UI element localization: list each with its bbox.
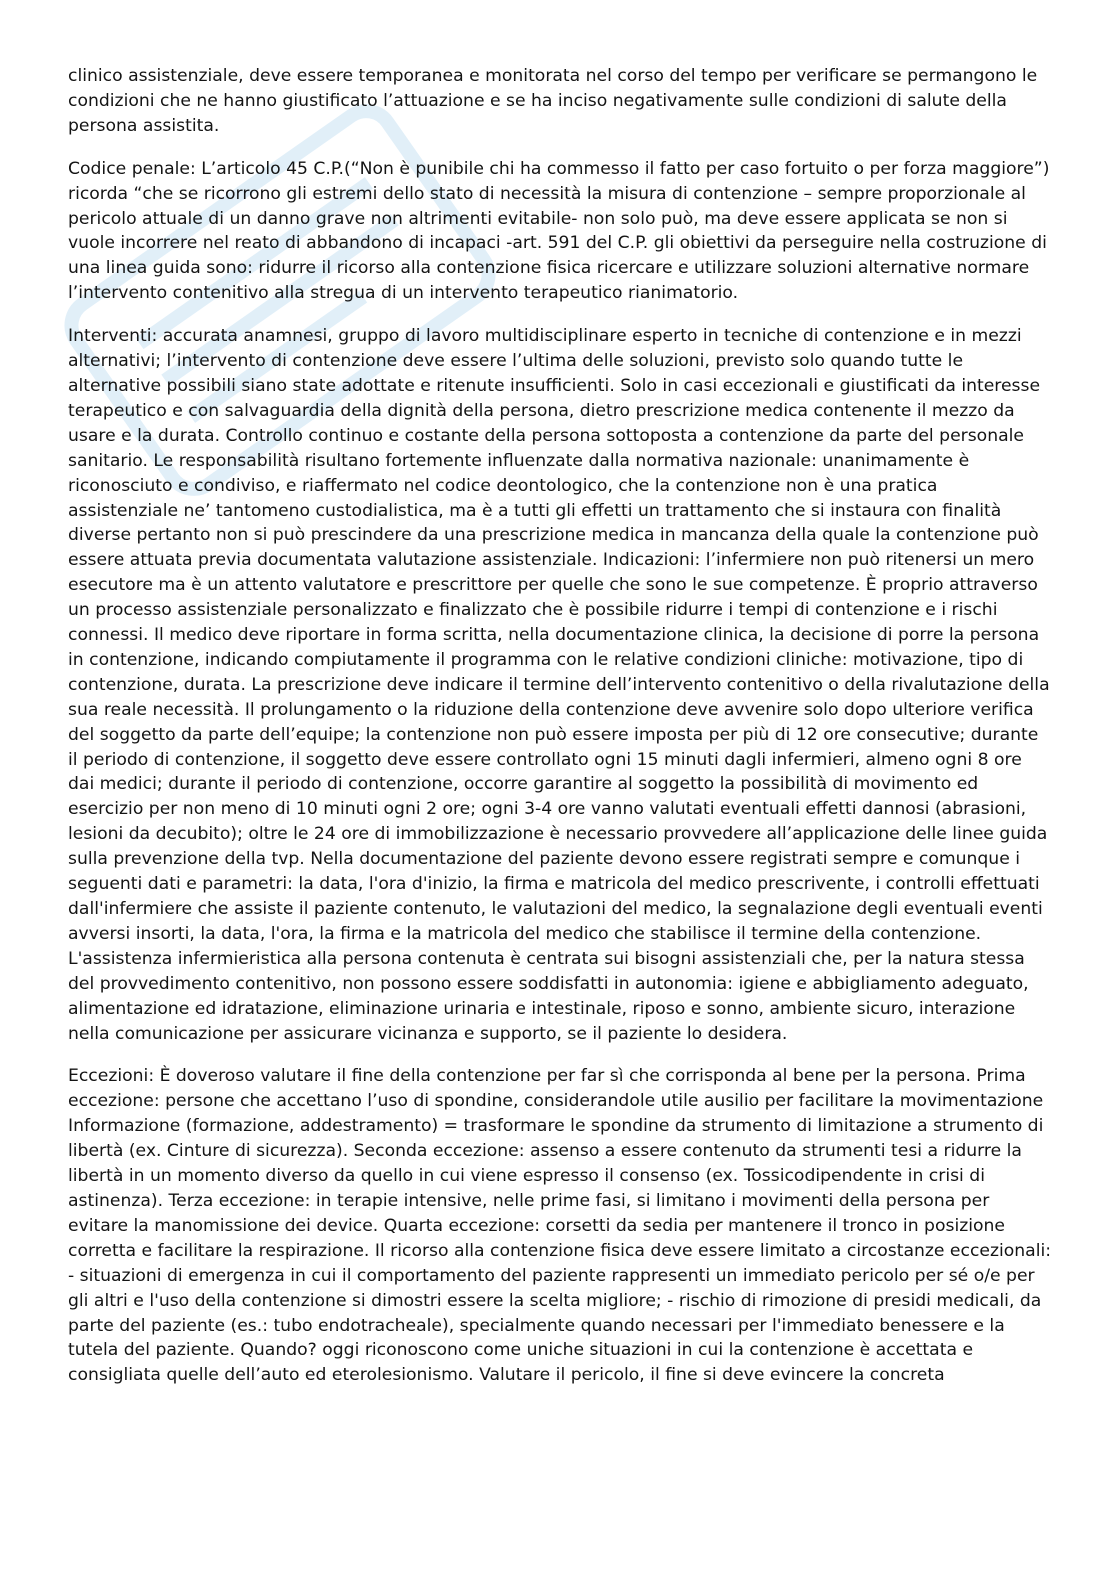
document-body [68,64,1052,1406]
paragraph-intro: clinico assistenziale, deve essere temporanea e monitorata nel corso del tempo per verificare se permangono le condizioni che ne hanno giustificato l’attuazione e se ha inciso negativamente sulle condizioni di salute della persona assistita. [68,66,1038,136]
paragraph-codice-penale: Codice penale: L’articolo 45 C.P.(“Non è punibile chi ha commesso il fatto per caso fortuito o per forza maggiore”) ricorda “che se ricorrono gli estremi dello stato di necessità la misura di contenzione – sempre proporzionale al pericolo attuale di un danno grave non altrimenti evitabile- non solo può, ma deve essere applicata se non si vuole incorrere nel reato di abbandono di incapaci -art. 591 del C.P. gli obiettivi da perseguire nella costruzione di una linea guida sono: ridurre il ricorso alla contenzione fisica ricercare e utilizzare soluzioni alternative normare l’intervento contenitivo alla stregua di un intervento terapeutico rianimatorio. [68,158,1050,304]
paragraph-interventi: Interventi: accurata anamnesi, gruppo di lavoro multidisciplinare esperto in tecniche di contenzione e in mezzi alternativi; l’intervento di contenzione deve essere l’ultima delle soluzioni, previsto solo quando tutte le alternative possibili siano state adottate e ritenute insufficienti. Solo in casi eccezionali e giustificati da interesse terapeutico e con salvaguardia della dignità della persona, dietro prescrizione medica contenente il mezzo da usare e la durata. Controllo continuo e costante della persona sottoposta a contenzione da parte del personale sanitario. Le responsabilità risultano fortemente influenzate dalla normativa nazionale: unanimamente è riconosciuto e condiviso, e riaffermato nel codice deontologico, che la contenzione non è una pratica assistenziale ne’ tantomeno custodialistica, ma è a tutti gli effetti un trattamento che si instaura con finalità diverse pertanto non si può prescindere da una prescrizione medica in mancanza della quale la contenzione può essere attuata previa documentata valutazione assistenziale. Indicazioni: l’infermiere non può ritenersi un mero esecutore ma è un attento valutatore e prescrittore per quelle che sono le sue competenze. È proprio attraverso un processo assistenziale personalizzato e finalizzato che è possibile ridurre i tempi di contenzione e i rischi connessi. Il medico deve riportare in forma scritta, nella documentazione clinica, la decisione di porre la persona in contenzione, indicando compiutamente il programma con le relative condizioni cliniche: motivazione, tipo di contenzione, durata. La prescrizione deve indicare il termine dell’intervento contenitivo o della rivalutazione della sua reale necessità. Il prolungamento o la riduzione della contenzione deve avvenire solo dopo ulteriore verifica del soggetto da parte dell’equipe; la contenzione non può essere imposta per più di 12 ore consecutive; durante il periodo di contenzione, il soggetto deve essere controllato ogni 15 minuti dagli infermieri, almeno ogni 8 ore dai medici; durante il periodo di contenzione, occorre garantire al soggetto la possibilità di movimento ed esercizio per non meno di 10 minuti ogni 2 ore; ogni 3-4 ore vanno valutati eventuali effetti dannosi (abrasioni, lesioni da decubito); oltre le 24 ore di immobilizzazione è necessario provvedere all’applicazione delle linee guida sulla prevenzione della tvp. Nella documentazione del paziente devono essere registrati sempre e comunque i seguenti dati e parametri: la data, l'ora d'inizio, la firma e matricola del medico prescrivente, i controlli effettuati dall'infermiere che assiste il paziente contenuto, le valutazioni del medico, la segnalazione degli eventuali eventi avversi insorti, la data, l'ora, la firma e la matricola del medico che stabilisce il termine della contenzione. L'assistenza infermieristica alla persona contenuta è centrata sui bisogni assistenziali che, per la natura stessa del provvedimento contenitivo, non possono essere soddisfatti in autonomia: igiene e abbigliamento adeguato, alimentazione ed idratazione, eliminazione urinaria e intestinale, riposo e sonno, ambiente sicuro, interazione nella comunicazione per assicurare vicinanza e supporto, se il paziente lo desidera. [68,326,1050,1044]
paragraph-eccezioni: Eccezioni: È doveroso valutare il fine della contenzione per far sì che corrisponda al bene per la persona. Prima eccezione: persone che accettano l’uso di spondine, considerandole utile ausilio per facilitare la movimentazione Informazione (formazione, addestramento) = trasformare le spondine da strumento di limitazione a strumento di libertà (ex. Cinture di sicurezza). Seconda eccezione: assenso a essere contenuto da strumenti tesi a ridurre la libertà in un momento diverso da quello in cui viene espresso il consenso (ex. Tossicodipendente in crisi di astinenza). Terza eccezione: in terapie intensive, nelle prime fasi, si limitano i movimenti della persona per evitare la manomissione dei device. Quarta eccezione: corsetti da sedia per mantenere il tronco in posizione corretta e facilitare la respirazione. Il ricorso alla contenzione fisica deve essere limitato a circostanze eccezionali: - situazioni di emergenza in cui il comportamento del paziente rappresenti un immediato pericolo per sé o/e per gli altri e l'uso della contenzione si dimostri essere la scelta migliore; - rischio di rimozione di presidi medicali, da parte del paziente (es.: tubo endotracheale), specialmente quando necessari per l'immediato benessere e la tutela del paziente. Quando? oggi riconoscono come uniche situazioni in cui la contenzione è accettata e consigliata quelle dell’auto ed eterolesionismo. Valutare il pericolo, il fine si deve evincere la concreta [68,1066,1052,1386]
